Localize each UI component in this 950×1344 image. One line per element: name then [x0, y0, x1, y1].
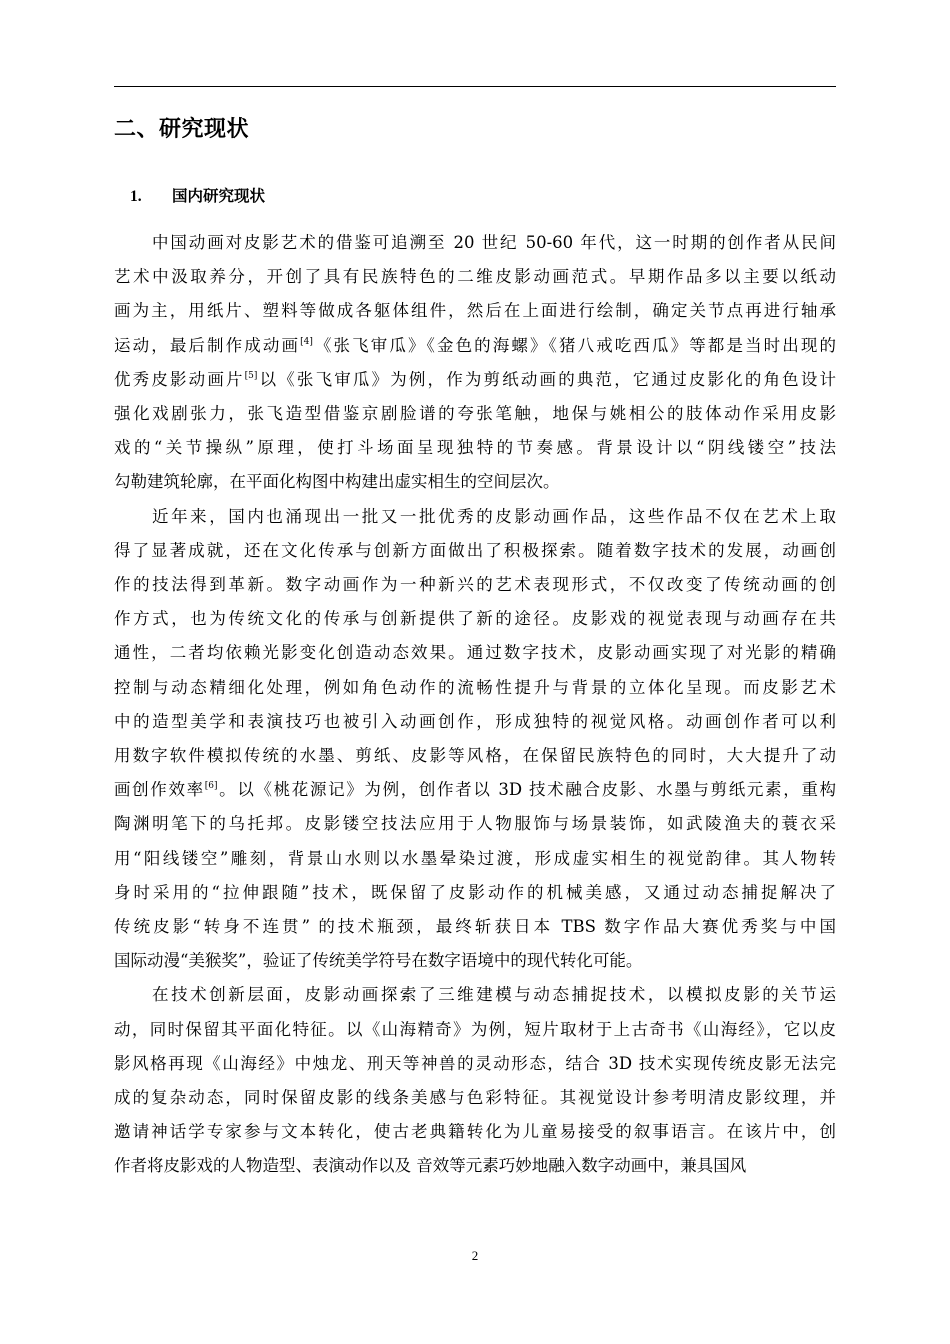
citation-marker: [4] [300, 336, 313, 347]
text-line: 近年来，国内也涌现出一批又一批优秀的皮影动画作品，这些作品不仅在艺术上取 [152, 506, 836, 526]
text-line: 控制与动态精细化处理，例如角色动作的流畅性提升与背景的立体化呈现。而皮影艺术 [114, 677, 836, 697]
text-line: 身时采用的“拉伸跟随”技术，既保留了皮影动作的机械美感，又通过动态捕捉解决了 [114, 882, 836, 902]
subsection-heading [130, 182, 265, 211]
text-line: 用数字软件模拟传统的水墨、剪纸、皮影等风格，在保留民族特色的同时，大大提升了动 [114, 746, 836, 766]
text-segment: 以《张飞审瓜》为例，作为剪纸动画的典范，它通过皮影化的角色设计 [257, 369, 836, 389]
text-segment: 运动，最后制作成动画 [114, 335, 301, 355]
paragraph [114, 978, 836, 1183]
text-line: 作者将皮影戏的人物造型、表演动作以及 音效等元素巧妙地融入数字动画中，兼具国风 [114, 1156, 747, 1176]
text-line: 作的技法得到革新。数字动画作为一种新兴的艺术表现形式，不仅改变了传统动画的创 [114, 575, 836, 595]
text-segment: 画创作效率 [114, 780, 205, 800]
header-rule [114, 86, 836, 87]
text-segment: 。以《桃花源记》为例，创作者以 3D 技术融合皮影、水墨与剪纸元素，重构 [217, 780, 836, 800]
text-line: 画为主，用纸片、塑料等做成各躯体组件，然后在上面进行绘制，确定关节点再进行轴承 [114, 301, 836, 321]
text-line: 传统皮影“转身不连贯” 的技术瓶颈，最终斩获日本 TBS 数字作品大赛优秀奖与中国 [114, 917, 836, 937]
text-line [114, 363, 836, 397]
text-line: 中的造型美学和表演技巧也被引入动画创作，形成独特的视觉风格。动画创作者可以利 [114, 711, 836, 731]
subsection-number: 1. [130, 188, 142, 205]
text-line: 在技术创新层面，皮影动画探索了三维建模与动态捕捉技术，以模拟皮影的关节运 [152, 985, 836, 1005]
text-line: 中国动画对皮影艺术的借鉴可追溯至 20 世纪 50-60 年代，这一时期的创作者从民间 [152, 233, 836, 252]
text-line: 陶渊明笔下的乌托邦。皮影镂空技法应用于人物服饰与场景装饰，如武陵渔夫的蓑衣采 [114, 814, 836, 834]
text-segment: 《张飞审瓜》《金色的海螺》《猪八戒吃西瓜》等都是当时出现的 [312, 335, 836, 355]
paragraph [114, 226, 836, 500]
body-text [114, 226, 836, 1184]
text-line [114, 329, 836, 363]
subsection-title: 国内研究现状 [172, 187, 266, 205]
page-number: 2 [471, 1248, 479, 1263]
text-line [114, 773, 836, 807]
text-line: 得了显著成就，还在文化传承与创新方面做出了积极探索。随着数字技术的发展，动画创 [114, 540, 836, 560]
text-line: 艺术中汲取养分，开创了具有民族特色的二维皮影动画范式。早期作品多以主要以纸动 [114, 267, 836, 287]
text-line: 戏的“关节操纵”原理，使打斗场面呈现独特的节奏感。背景设计以“阴线镂空”技法 [114, 438, 836, 458]
text-segment: 优秀皮影动画片 [114, 369, 245, 389]
section-heading: 二、研究现状 [114, 117, 250, 142]
text-line: 影风格再现《山海经》中烛龙、刑天等神兽的灵动形态，结合 3D 技术实现传统皮影无法完 [114, 1053, 836, 1073]
text-line: 强化戏剧张力，张飞造型借鉴京剧脸谱的夸张笔触，地保与姚相公的肢体动作采用皮影 [114, 404, 836, 424]
paragraph [114, 500, 836, 979]
text-line: 成的复杂动态，同时保留皮影的线条美感与色彩特征。其视觉设计参考明清皮影纹理，并 [114, 1088, 836, 1108]
text-line: 国际动漫“美猴奖”，验证了传统美学符号在数字语境中的现代转化可能。 [114, 951, 643, 971]
text-line: 邀请神话学专家参与文本转化，使古老典籍转化为儿童易接受的叙事语言。在该片中，创 [114, 1122, 836, 1142]
text-line: 用“阳线镂空”雕刻，背景山水则以水墨晕染过渡，形成虚实相生的视觉韵律。其人物转 [114, 848, 836, 868]
text-line: 动，同时保留其平面化特征。以《山海精奇》为例，短片取材于上古奇书《山海经》，它以皮 [114, 1019, 836, 1039]
citation-marker: [5] [244, 370, 258, 381]
text-line: 作方式，也为传统文化的传承与创新提供了新的途径。皮影戏的视觉表现与动画存在共 [114, 609, 836, 629]
citation-marker: [6] [204, 781, 218, 792]
text-line: 勾勒建筑轮廓，在平面化构图中构建出虚实相生的空间层次。 [114, 472, 560, 492]
text-line: 通性，二者均依赖光影变化创造动态效果。通过数字技术，皮影动画实现了对光影的精确 [114, 643, 836, 663]
